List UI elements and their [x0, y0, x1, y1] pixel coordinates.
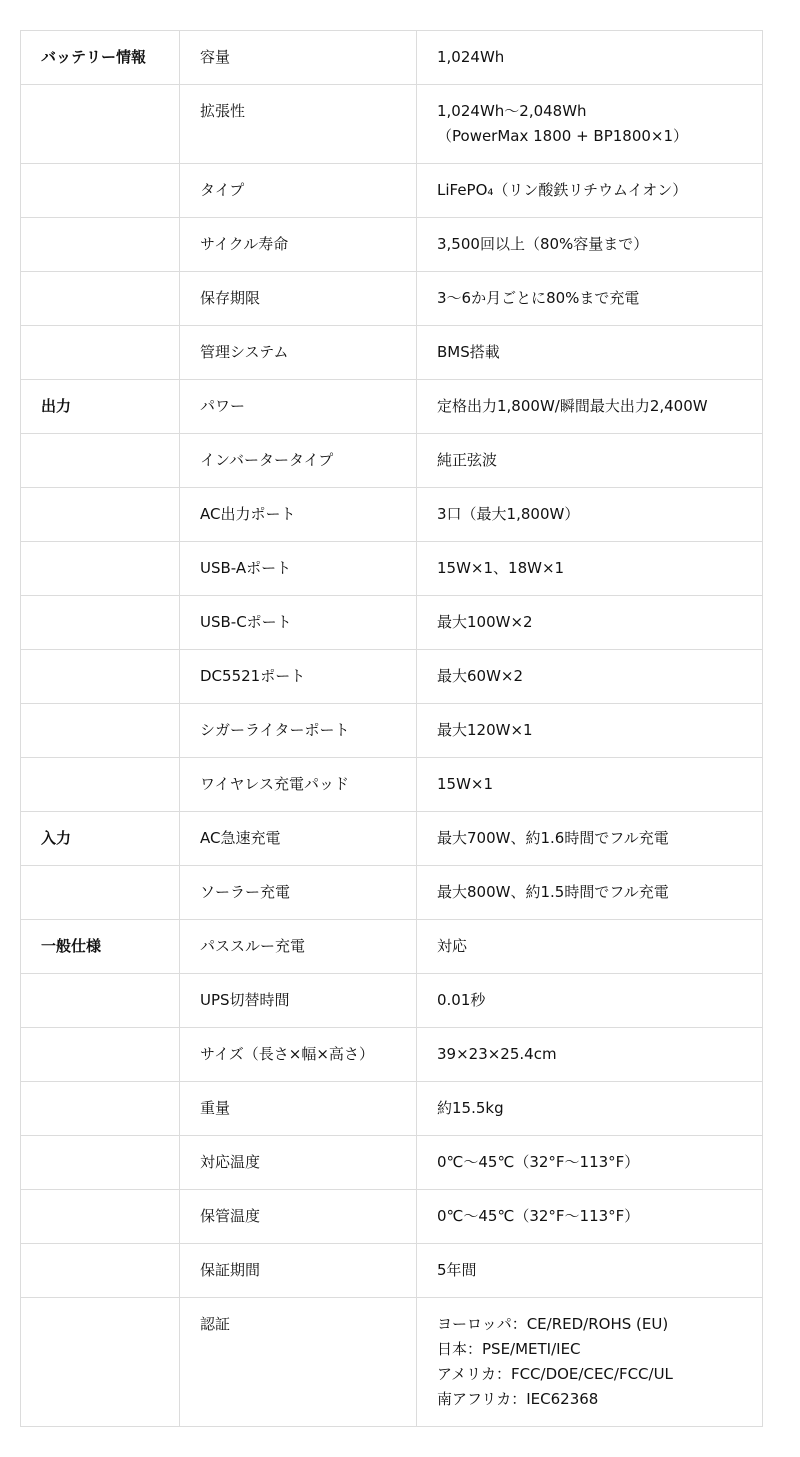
category-cell	[21, 488, 180, 542]
category-cell	[21, 1190, 180, 1244]
value-cell	[417, 434, 763, 488]
value-line: 1,024Wh〜2,048Wh	[437, 102, 587, 120]
table-row	[21, 1244, 763, 1298]
value-line: 定格出力1,800W/瞬間最大出力2,400W	[437, 397, 708, 415]
item-cell: 容量	[180, 31, 417, 85]
value-cell	[417, 974, 763, 1028]
category-cell	[21, 650, 180, 704]
value-cell	[417, 1082, 763, 1136]
value-line: BMS搭載	[437, 343, 500, 361]
value-line: ヨーロッパ：CE/RED/ROHS (EU)	[437, 1315, 669, 1333]
value-line: 最大120W×1	[437, 721, 533, 739]
value-line: 39×23×25.4cm	[437, 1045, 557, 1063]
value-line: 最大60W×2	[437, 667, 524, 685]
value-cell	[417, 866, 763, 920]
item-cell: UPS切替時間	[180, 974, 417, 1028]
category-cell: 出力	[21, 380, 180, 434]
table-row	[21, 326, 763, 380]
item-cell: 対応温度	[180, 1136, 417, 1190]
category-cell	[21, 1082, 180, 1136]
value-cell	[417, 1298, 763, 1427]
item-cell: AC出力ポート	[180, 488, 417, 542]
item-cell: AC急速充電	[180, 812, 417, 866]
category-cell: バッテリー情報	[21, 31, 180, 85]
category-cell	[21, 1028, 180, 1082]
value-cell	[417, 704, 763, 758]
table-row	[21, 434, 763, 488]
table-row	[21, 164, 763, 218]
item-cell: 認証	[180, 1298, 417, 1427]
table-row	[21, 920, 763, 974]
value-cell	[417, 326, 763, 380]
spec-table-body	[21, 31, 763, 1427]
value-line: 5年間	[437, 1261, 477, 1279]
value-line: 対応	[437, 937, 468, 955]
table-row	[21, 272, 763, 326]
value-cell	[417, 85, 763, 164]
item-cell: USB-Cポート	[180, 596, 417, 650]
value-cell	[417, 218, 763, 272]
category-cell: 入力	[21, 812, 180, 866]
value-cell	[417, 31, 763, 85]
category-cell	[21, 272, 180, 326]
value-line: 純正弦波	[437, 451, 498, 469]
item-cell: パススルー充電	[180, 920, 417, 974]
item-cell: インバータータイプ	[180, 434, 417, 488]
value-line: 最大700W、約1.6時間でフル充電	[437, 829, 669, 847]
value-line: 1,024Wh	[437, 48, 505, 66]
item-cell: USB-Aポート	[180, 542, 417, 596]
category-cell	[21, 974, 180, 1028]
item-cell: ワイヤレス充電パッド	[180, 758, 417, 812]
item-cell: DC5521ポート	[180, 650, 417, 704]
item-cell: 保管温度	[180, 1190, 417, 1244]
value-line: 15W×1、18W×1	[437, 559, 565, 577]
value-cell	[417, 164, 763, 218]
table-row	[21, 380, 763, 434]
value-line: アメリカ：FCC/DOE/CEC/FCC/UL	[437, 1365, 673, 1383]
category-cell	[21, 434, 180, 488]
category-cell	[21, 218, 180, 272]
value-line: 約15.5kg	[437, 1099, 504, 1117]
category-cell	[21, 866, 180, 920]
item-cell: ソーラー充電	[180, 866, 417, 920]
table-row	[21, 704, 763, 758]
item-cell: 管理システム	[180, 326, 417, 380]
value-cell	[417, 920, 763, 974]
table-row	[21, 974, 763, 1028]
value-cell	[417, 272, 763, 326]
item-cell: パワー	[180, 380, 417, 434]
table-row	[21, 812, 763, 866]
value-line: 0.01秒	[437, 991, 486, 1009]
table-row	[21, 650, 763, 704]
value-line: 南アフリカ：IEC62368	[437, 1390, 599, 1408]
item-cell: 重量	[180, 1082, 417, 1136]
value-cell	[417, 1136, 763, 1190]
value-cell	[417, 542, 763, 596]
table-row	[21, 542, 763, 596]
item-cell: 保証期間	[180, 1244, 417, 1298]
value-line: 最大800W、約1.5時間でフル充電	[437, 883, 669, 901]
category-cell	[21, 1244, 180, 1298]
value-cell	[417, 380, 763, 434]
category-cell	[21, 758, 180, 812]
item-cell: 保存期限	[180, 272, 417, 326]
category-cell	[21, 704, 180, 758]
category-cell	[21, 326, 180, 380]
item-cell: サイクル寿命	[180, 218, 417, 272]
value-cell	[417, 812, 763, 866]
table-row	[21, 31, 763, 85]
value-line: 0℃〜45℃（32°F〜113°F）	[437, 1153, 640, 1171]
value-cell	[417, 1028, 763, 1082]
item-cell: シガーライターポート	[180, 704, 417, 758]
value-cell	[417, 650, 763, 704]
value-line: 最大100W×2	[437, 613, 533, 631]
table-row	[21, 1190, 763, 1244]
category-cell	[21, 596, 180, 650]
category-cell	[21, 85, 180, 164]
value-cell	[417, 1190, 763, 1244]
value-cell	[417, 488, 763, 542]
table-row	[21, 758, 763, 812]
value-line: 15W×1	[437, 775, 494, 793]
value-line: 日本：PSE/METI/IEC	[437, 1340, 581, 1358]
category-cell	[21, 164, 180, 218]
table-row	[21, 1298, 763, 1427]
category-cell	[21, 1298, 180, 1427]
value-cell	[417, 758, 763, 812]
value-cell	[417, 1244, 763, 1298]
category-cell	[21, 542, 180, 596]
item-cell: 拡張性	[180, 85, 417, 164]
value-line: 0℃〜45℃（32°F〜113°F）	[437, 1207, 640, 1225]
table-row	[21, 218, 763, 272]
category-cell: 一般仕様	[21, 920, 180, 974]
table-row	[21, 1082, 763, 1136]
table-row	[21, 488, 763, 542]
table-row	[21, 596, 763, 650]
spec-table	[20, 30, 763, 1427]
table-row	[21, 1028, 763, 1082]
item-cell: タイプ	[180, 164, 417, 218]
table-row	[21, 85, 763, 164]
value-line: 3口（最大1,800W）	[437, 505, 580, 523]
value-line: 3,500回以上（80%容量まで）	[437, 235, 649, 253]
table-row	[21, 1136, 763, 1190]
category-cell	[21, 1136, 180, 1190]
value-cell	[417, 596, 763, 650]
item-cell: サイズ（長さ×幅×高さ）	[180, 1028, 417, 1082]
value-line: LiFePO₄（リン酸鉄リチウムイオン）	[437, 181, 688, 199]
value-line: 3〜6か月ごとに80%まで充電	[437, 289, 640, 307]
value-line: （PowerMax 1800 + BP1800×1）	[437, 127, 689, 145]
table-row	[21, 866, 763, 920]
